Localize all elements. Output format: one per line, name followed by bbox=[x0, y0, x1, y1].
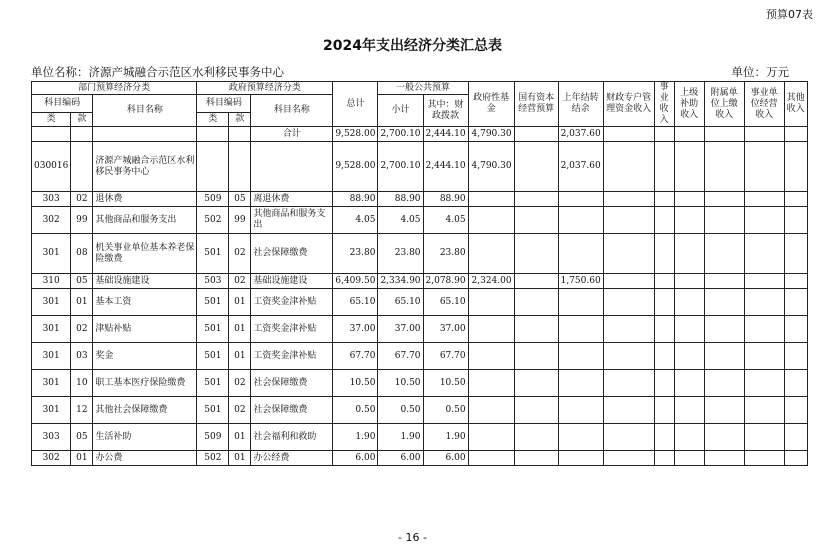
other-income-cell bbox=[784, 207, 807, 234]
state-capital-header: 国有资本经营预算 bbox=[514, 82, 558, 127]
affiliate-income-cell bbox=[704, 142, 744, 192]
state-capital-cell bbox=[514, 451, 558, 466]
unit-name: 单位名称：济源产城融合示范区水利移民事务中心 bbox=[31, 65, 284, 79]
gov-fund-cell bbox=[468, 316, 514, 343]
subtotal-cell: 2,334.90 bbox=[378, 274, 423, 289]
operation-income-cell bbox=[744, 451, 784, 466]
gov-item-cell: 01 bbox=[229, 343, 251, 370]
business-income-cell bbox=[654, 424, 674, 451]
special-fund-cell bbox=[603, 234, 654, 274]
business-income-cell bbox=[654, 397, 674, 424]
subtotal-cell: 2,700.10 bbox=[378, 127, 423, 142]
subtotal-cell: 65.10 bbox=[378, 289, 423, 316]
table-row bbox=[32, 289, 808, 316]
dept-category-cell: 303 bbox=[32, 192, 71, 207]
total-cell: 0.50 bbox=[333, 397, 378, 424]
total-cell: 4.05 bbox=[333, 207, 378, 234]
dept-item-cell: 05 bbox=[71, 274, 93, 289]
affiliate-income-cell bbox=[704, 316, 744, 343]
total-cell: 9,528.00 bbox=[333, 142, 378, 192]
other-income-cell bbox=[784, 397, 807, 424]
superior-subsidy-cell bbox=[674, 142, 704, 192]
other-income-cell bbox=[784, 127, 807, 142]
other-income-cell bbox=[784, 316, 807, 343]
subtotal-cell: 10.50 bbox=[378, 370, 423, 397]
business-income-cell bbox=[654, 127, 674, 142]
gov-item-cell: 02 bbox=[229, 234, 251, 274]
fiscal-cell: 65.10 bbox=[423, 289, 468, 316]
other-income-cell bbox=[784, 274, 807, 289]
gov-category-cell: 509 bbox=[197, 424, 229, 451]
carryover-cell bbox=[558, 289, 603, 316]
gov-item-cell: 02 bbox=[229, 397, 251, 424]
table-row bbox=[32, 234, 808, 274]
special-fund-cell bbox=[603, 127, 654, 142]
state-capital-cell bbox=[514, 397, 558, 424]
dept-category-cell: 301 bbox=[32, 289, 71, 316]
table-row bbox=[32, 343, 808, 370]
dept-class-header: 部门预算经济分类 bbox=[32, 82, 197, 95]
dept-name-header: 科目名称 bbox=[93, 95, 197, 127]
affiliate-income-cell bbox=[704, 207, 744, 234]
affiliate-income-cell bbox=[704, 192, 744, 207]
table-row bbox=[32, 316, 808, 343]
gov-name-cell: 基础设施建设 bbox=[251, 274, 333, 289]
gov-fund-cell: 4,790.30 bbox=[468, 127, 514, 142]
operation-income-cell bbox=[744, 127, 784, 142]
gov-fund-cell: 2,324.00 bbox=[468, 274, 514, 289]
dept-item-cell: 02 bbox=[71, 192, 93, 207]
dept-name-cell: 津贴补贴 bbox=[93, 316, 197, 343]
special-fund-cell bbox=[603, 424, 654, 451]
table-row bbox=[32, 274, 808, 289]
page-number: - 16 - bbox=[398, 531, 427, 544]
operation-income-cell bbox=[744, 234, 784, 274]
gov-item-cell: 01 bbox=[229, 289, 251, 316]
gov-name-cell: 其他商品和服务支出 bbox=[251, 207, 333, 234]
gov-code-header: 科目编码 bbox=[197, 95, 251, 113]
fiscal-cell: 4.05 bbox=[423, 207, 468, 234]
superior-subsidy-cell bbox=[674, 370, 704, 397]
expenditure-table bbox=[31, 81, 808, 466]
superior-subsidy-cell bbox=[674, 274, 704, 289]
superior-subsidy-cell bbox=[674, 397, 704, 424]
subtotal-header: 小计 bbox=[378, 95, 423, 127]
other-income-cell bbox=[784, 234, 807, 274]
gov-category-cell: 503 bbox=[197, 274, 229, 289]
fiscal-cell: 88.90 bbox=[423, 192, 468, 207]
gov-fund-cell bbox=[468, 207, 514, 234]
other-income-cell bbox=[784, 192, 807, 207]
operation-income-header: 事业单位经营收入 bbox=[744, 82, 784, 127]
dept-name-cell: 其他社会保障缴费 bbox=[93, 397, 197, 424]
dept-category-cell: 303 bbox=[32, 424, 71, 451]
dept-item-cell: 99 bbox=[71, 207, 93, 234]
state-capital-cell bbox=[514, 142, 558, 192]
gov-category-cell: 502 bbox=[197, 207, 229, 234]
gov-item-cell bbox=[229, 142, 251, 192]
gov-name-cell: 办公经费 bbox=[251, 451, 333, 466]
dept-item-cell: 08 bbox=[71, 234, 93, 274]
fiscal-cell: 6.00 bbox=[423, 451, 468, 466]
other-income-cell bbox=[784, 289, 807, 316]
gov-fund-cell bbox=[468, 343, 514, 370]
special-fund-cell bbox=[603, 192, 654, 207]
gov-name-cell: 合计 bbox=[251, 127, 333, 142]
page-title: 2024年支出经济分类汇总表 bbox=[323, 38, 502, 54]
state-capital-cell bbox=[514, 207, 558, 234]
business-income-cell bbox=[654, 192, 674, 207]
dept-item-cell: 02 bbox=[71, 316, 93, 343]
gov-fund-cell bbox=[468, 289, 514, 316]
total-cell: 67.70 bbox=[333, 343, 378, 370]
dept-name-cell bbox=[93, 127, 197, 142]
carryover-header: 上年结转结余 bbox=[558, 82, 603, 127]
gov-item-cell: 99 bbox=[229, 207, 251, 234]
state-capital-cell bbox=[514, 316, 558, 343]
operation-income-cell bbox=[744, 289, 784, 316]
carryover-cell bbox=[558, 234, 603, 274]
gov-fund-cell bbox=[468, 451, 514, 466]
special-fund-cell bbox=[603, 370, 654, 397]
superior-subsidy-cell bbox=[674, 343, 704, 370]
operation-income-cell bbox=[744, 207, 784, 234]
dept-item-cell bbox=[71, 142, 93, 192]
gov-name-cell: 工资奖金津补贴 bbox=[251, 289, 333, 316]
gov-kuan-header: 款 bbox=[229, 113, 251, 127]
subtotal-cell: 2,700.10 bbox=[378, 142, 423, 192]
gov-item-cell: 01 bbox=[229, 451, 251, 466]
gov-fund-header: 政府性基金 bbox=[468, 82, 514, 127]
dept-name-cell: 生活补助 bbox=[93, 424, 197, 451]
other-income-cell bbox=[784, 142, 807, 192]
dept-name-cell: 职工基本医疗保险缴费 bbox=[93, 370, 197, 397]
total-cell: 6.00 bbox=[333, 451, 378, 466]
gov-name-cell: 离退休费 bbox=[251, 192, 333, 207]
superior-subsidy-cell bbox=[674, 192, 704, 207]
carryover-cell bbox=[558, 451, 603, 466]
total-cell: 1.90 bbox=[333, 424, 378, 451]
affiliate-income-cell bbox=[704, 370, 744, 397]
business-income-cell bbox=[654, 207, 674, 234]
business-income-cell bbox=[654, 451, 674, 466]
gov-lei-header: 类 bbox=[197, 113, 229, 127]
other-income-cell bbox=[784, 451, 807, 466]
superior-subsidy-cell bbox=[674, 127, 704, 142]
affiliate-income-cell bbox=[704, 343, 744, 370]
fiscal-cell: 2,078.90 bbox=[423, 274, 468, 289]
special-fund-cell bbox=[603, 207, 654, 234]
state-capital-cell bbox=[514, 274, 558, 289]
other-income-cell bbox=[784, 343, 807, 370]
gov-category-cell: 502 bbox=[197, 451, 229, 466]
total-cell: 65.10 bbox=[333, 289, 378, 316]
affiliate-income-cell bbox=[704, 289, 744, 316]
subtotal-cell: 1.90 bbox=[378, 424, 423, 451]
dept-name-cell: 机关事业单位基本养老保险缴费 bbox=[93, 234, 197, 274]
special-fund-cell bbox=[603, 451, 654, 466]
dept-kuan-header: 款 bbox=[71, 113, 93, 127]
subtotal-cell: 4.05 bbox=[378, 207, 423, 234]
dept-name-cell: 济源产城融合示范区水利移民事务中心 bbox=[93, 142, 197, 192]
dept-name-cell: 其他商品和服务支出 bbox=[93, 207, 197, 234]
gov-name-cell: 社会保障缴费 bbox=[251, 234, 333, 274]
gov-category-cell: 509 bbox=[197, 192, 229, 207]
gov-name-cell: 工资奖金津补贴 bbox=[251, 343, 333, 370]
gov-class-header: 政府预算经济分类 bbox=[197, 82, 333, 95]
fiscal-cell: 2,444.10 bbox=[423, 142, 468, 192]
special-fund-cell bbox=[603, 142, 654, 192]
state-capital-cell bbox=[514, 192, 558, 207]
gov-category-cell: 501 bbox=[197, 289, 229, 316]
total-cell: 9,528.00 bbox=[333, 127, 378, 142]
total-cell: 37.00 bbox=[333, 316, 378, 343]
gov-name-cell: 工资奖金津补贴 bbox=[251, 316, 333, 343]
gov-name-cell bbox=[251, 142, 333, 192]
dept-category-cell: 301 bbox=[32, 234, 71, 274]
operation-income-cell bbox=[744, 192, 784, 207]
gov-item-cell: 02 bbox=[229, 274, 251, 289]
carryover-cell: 2,037.60 bbox=[558, 142, 603, 192]
special-fund-cell bbox=[603, 316, 654, 343]
gov-category-cell: 501 bbox=[197, 397, 229, 424]
total-cell: 6,409.50 bbox=[333, 274, 378, 289]
state-capital-cell bbox=[514, 127, 558, 142]
other-income-header: 其他收入 bbox=[784, 82, 807, 127]
dept-category-cell: 301 bbox=[32, 316, 71, 343]
fiscal-cell: 37.00 bbox=[423, 316, 468, 343]
operation-income-cell bbox=[744, 343, 784, 370]
gov-item-cell bbox=[229, 127, 251, 142]
operation-income-cell bbox=[744, 370, 784, 397]
total-cell: 88.90 bbox=[333, 192, 378, 207]
dept-name-cell: 基础设施建设 bbox=[93, 274, 197, 289]
form-number: 预算07表 bbox=[766, 8, 813, 21]
operation-income-cell bbox=[744, 142, 784, 192]
operation-income-cell bbox=[744, 274, 784, 289]
table-body bbox=[32, 127, 808, 466]
table-row bbox=[32, 192, 808, 207]
carryover-cell: 1,750.60 bbox=[558, 274, 603, 289]
subtotal-cell: 88.90 bbox=[378, 192, 423, 207]
gov-category-cell bbox=[197, 127, 229, 142]
general-budget-header: 一般公共预算 bbox=[378, 82, 468, 95]
total-cell: 10.50 bbox=[333, 370, 378, 397]
business-income-header: 事业收入 bbox=[654, 82, 674, 127]
affiliate-income-cell bbox=[704, 451, 744, 466]
subtotal-cell: 67.70 bbox=[378, 343, 423, 370]
dept-name-cell: 基本工资 bbox=[93, 289, 197, 316]
gov-name-cell: 社会保障缴费 bbox=[251, 370, 333, 397]
table-row bbox=[32, 451, 808, 466]
dept-category-cell: 301 bbox=[32, 397, 71, 424]
fiscal-cell: 1.90 bbox=[423, 424, 468, 451]
business-income-cell bbox=[654, 274, 674, 289]
dept-category-cell: 030016 bbox=[32, 142, 71, 192]
superior-subsidy-cell bbox=[674, 207, 704, 234]
gov-fund-cell: 4,790.30 bbox=[468, 142, 514, 192]
special-fund-cell bbox=[603, 274, 654, 289]
gov-item-cell: 01 bbox=[229, 424, 251, 451]
state-capital-cell bbox=[514, 343, 558, 370]
subtotal-cell: 23.80 bbox=[378, 234, 423, 274]
table-row bbox=[32, 370, 808, 397]
affiliate-income-cell bbox=[704, 127, 744, 142]
dept-category-cell: 302 bbox=[32, 207, 71, 234]
dept-item-cell: 01 bbox=[71, 451, 93, 466]
business-income-cell bbox=[654, 343, 674, 370]
affiliate-income-header: 附属单位上缴收入 bbox=[704, 82, 744, 127]
dept-category-cell: 301 bbox=[32, 343, 71, 370]
dept-category-cell: 301 bbox=[32, 370, 71, 397]
operation-income-cell bbox=[744, 316, 784, 343]
operation-income-cell bbox=[744, 397, 784, 424]
superior-subsidy-cell bbox=[674, 234, 704, 274]
gov-category-cell: 501 bbox=[197, 234, 229, 274]
special-fund-cell bbox=[603, 397, 654, 424]
gov-item-cell: 05 bbox=[229, 192, 251, 207]
gov-fund-cell bbox=[468, 424, 514, 451]
subtotal-cell: 6.00 bbox=[378, 451, 423, 466]
affiliate-income-cell bbox=[704, 424, 744, 451]
dept-name-cell: 奖金 bbox=[93, 343, 197, 370]
carryover-cell bbox=[558, 316, 603, 343]
superior-subsidy-header: 上级补助收入 bbox=[674, 82, 704, 127]
affiliate-income-cell bbox=[704, 234, 744, 274]
special-fund-cell bbox=[603, 289, 654, 316]
table-header bbox=[32, 82, 808, 127]
dept-category-cell: 310 bbox=[32, 274, 71, 289]
superior-subsidy-cell bbox=[674, 451, 704, 466]
other-income-cell bbox=[784, 424, 807, 451]
carryover-cell bbox=[558, 424, 603, 451]
affiliate-income-cell bbox=[704, 274, 744, 289]
dept-name-cell: 退休费 bbox=[93, 192, 197, 207]
dept-item-cell: 03 bbox=[71, 343, 93, 370]
subtotal-cell: 37.00 bbox=[378, 316, 423, 343]
gov-fund-cell bbox=[468, 370, 514, 397]
dept-lei-header: 类 bbox=[32, 113, 71, 127]
state-capital-cell bbox=[514, 424, 558, 451]
business-income-cell bbox=[654, 234, 674, 274]
gov-fund-cell bbox=[468, 397, 514, 424]
gov-fund-cell bbox=[468, 192, 514, 207]
table-row bbox=[32, 397, 808, 424]
other-income-cell bbox=[784, 370, 807, 397]
table-row bbox=[32, 142, 808, 192]
gov-name-cell: 社会福利和救助 bbox=[251, 424, 333, 451]
fiscal-cell: 10.50 bbox=[423, 370, 468, 397]
dept-code-header: 科目编码 bbox=[32, 95, 93, 113]
gov-category-cell: 501 bbox=[197, 370, 229, 397]
fiscal-cell: 67.70 bbox=[423, 343, 468, 370]
gov-category-cell: 501 bbox=[197, 343, 229, 370]
subtotal-cell: 0.50 bbox=[378, 397, 423, 424]
state-capital-cell bbox=[514, 234, 558, 274]
dept-item-cell: 10 bbox=[71, 370, 93, 397]
affiliate-income-cell bbox=[704, 397, 744, 424]
special-fund-header: 财政专户管理资金收入 bbox=[603, 82, 654, 127]
gov-fund-cell bbox=[468, 234, 514, 274]
dept-item-cell: 12 bbox=[71, 397, 93, 424]
superior-subsidy-cell bbox=[674, 316, 704, 343]
gov-name-header: 科目名称 bbox=[251, 95, 333, 127]
gov-item-cell: 01 bbox=[229, 316, 251, 343]
business-income-cell bbox=[654, 370, 674, 397]
gov-item-cell: 02 bbox=[229, 370, 251, 397]
superior-subsidy-cell bbox=[674, 424, 704, 451]
gov-category-cell bbox=[197, 142, 229, 192]
superior-subsidy-cell bbox=[674, 289, 704, 316]
fiscal-cell: 23.80 bbox=[423, 234, 468, 274]
dept-item-cell bbox=[71, 127, 93, 142]
dept-category-cell bbox=[32, 127, 71, 142]
dept-item-cell: 05 bbox=[71, 424, 93, 451]
carryover-cell bbox=[558, 192, 603, 207]
total-header: 总计 bbox=[333, 82, 378, 127]
carryover-cell bbox=[558, 343, 603, 370]
special-fund-cell bbox=[603, 343, 654, 370]
fiscal-header: 其中：财政拨款 bbox=[423, 95, 468, 127]
dept-item-cell: 01 bbox=[71, 289, 93, 316]
carryover-cell bbox=[558, 370, 603, 397]
gov-name-cell: 社会保障缴费 bbox=[251, 397, 333, 424]
state-capital-cell bbox=[514, 370, 558, 397]
carryover-cell: 2,037.60 bbox=[558, 127, 603, 142]
business-income-cell bbox=[654, 142, 674, 192]
operation-income-cell bbox=[744, 424, 784, 451]
fiscal-cell: 0.50 bbox=[423, 397, 468, 424]
total-cell: 23.80 bbox=[333, 234, 378, 274]
carryover-cell bbox=[558, 397, 603, 424]
currency-unit: 单位：万元 bbox=[731, 65, 789, 79]
fiscal-cell: 2,444.10 bbox=[423, 127, 468, 142]
business-income-cell bbox=[654, 316, 674, 343]
state-capital-cell bbox=[514, 289, 558, 316]
gov-category-cell: 501 bbox=[197, 316, 229, 343]
table-row bbox=[32, 127, 808, 142]
dept-category-cell: 302 bbox=[32, 451, 71, 466]
dept-name-cell: 办公费 bbox=[93, 451, 197, 466]
carryover-cell bbox=[558, 207, 603, 234]
table-row bbox=[32, 207, 808, 234]
business-income-cell bbox=[654, 289, 674, 316]
table-row bbox=[32, 424, 808, 451]
